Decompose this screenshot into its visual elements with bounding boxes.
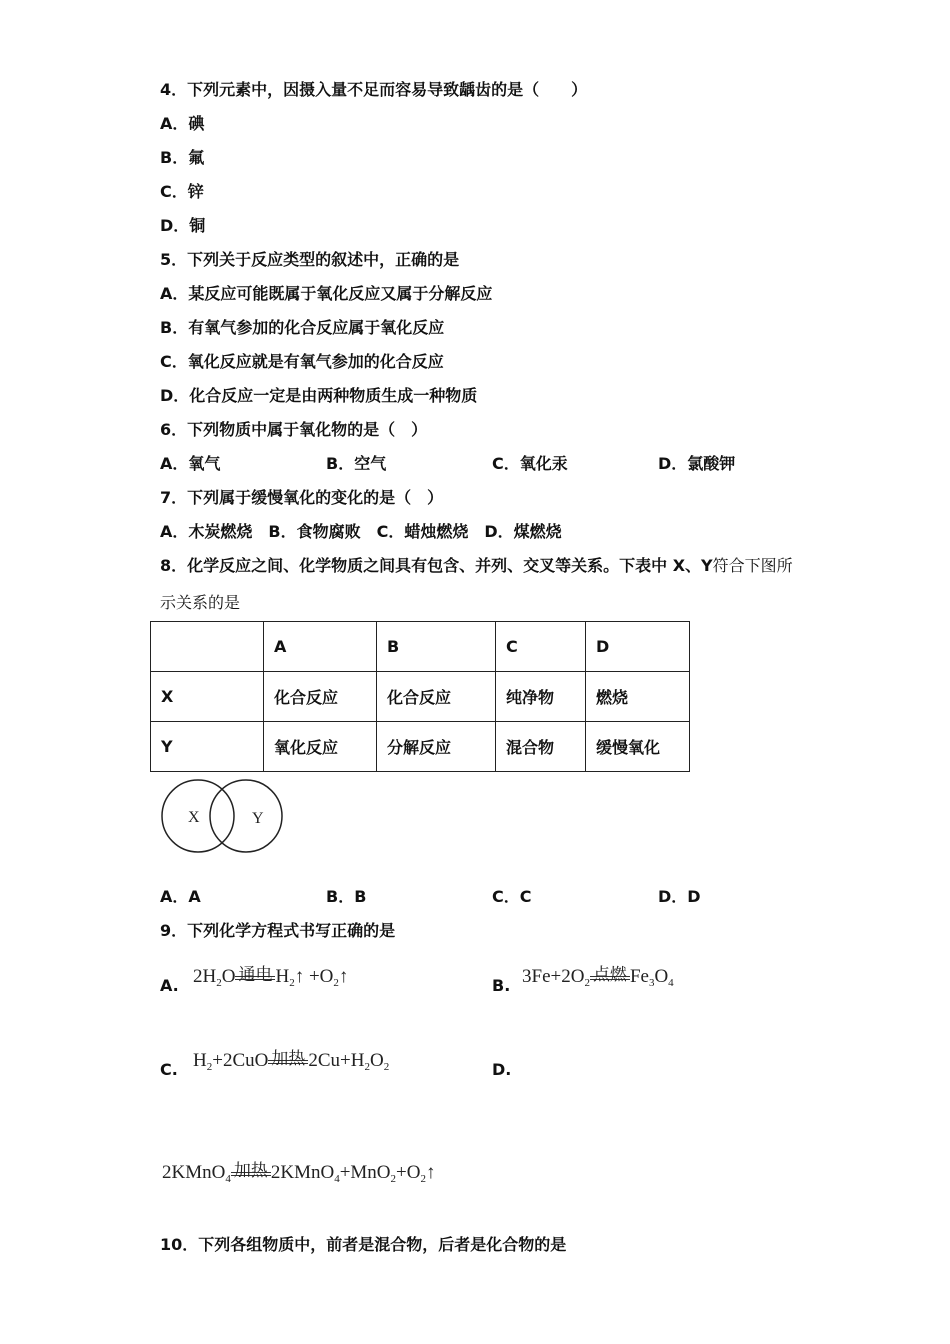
q5-option-a: A．某反应可能既属于氧化反应又属于分解反应 [160, 284, 493, 303]
venn-label-x: X [188, 809, 200, 826]
q8-stem-cont: 示关系的是 [160, 593, 241, 612]
q9-label-d: D. [492, 1060, 512, 1079]
q6-option-c: C．氧化汞 [492, 454, 568, 473]
q8-stem [160, 553, 793, 576]
table-cell: 燃烧 [586, 672, 690, 722]
relation-table [150, 621, 690, 772]
table-cell: B [377, 622, 496, 672]
q7-stem: 7．下列属于缓慢氧化的变化的是（ ） [160, 488, 444, 507]
q8-stem-bold: 8．化学反应之间、化学物质之间具有包含、并列、交叉等关系。下表中 X、Y [160, 556, 713, 575]
equation-c: $H_2+2CuO$ 加热 $2Cu+H_2O_2$ [193, 1049, 390, 1073]
table-cell: C [496, 622, 586, 672]
q9-label-b: B. [492, 976, 511, 995]
q4-option-b: B．氟 [160, 148, 205, 167]
equation-b: $3Fe+2O_2$ 点燃 $Fe_3O_4$ [522, 965, 674, 989]
q4-option-a: A．碘 [160, 114, 205, 133]
venn-label-y: Y [252, 810, 264, 827]
table-cell: D [586, 622, 690, 672]
q6-stem: 6．下列物质中属于氧化物的是（ ） [160, 420, 428, 439]
q8-option-d: D．D [658, 887, 701, 906]
equation-d: 2KMnO$_4$ 加热 $2KMnO_4+MnO_2+O_2↑$ [162, 1161, 436, 1185]
table-cell: A [264, 622, 377, 672]
table-row [151, 622, 690, 672]
table-cell: Y [151, 722, 264, 772]
table-cell: 纯净物 [496, 672, 586, 722]
q10-stem: 10．下列各组物质中，前者是混合物，后者是化合物的是 [160, 1235, 567, 1254]
table-cell: 缓慢氧化 [586, 722, 690, 772]
table-cell: 分解反应 [377, 722, 496, 772]
q6-option-b: B．空气 [326, 454, 387, 473]
q8-option-c: C．C [492, 887, 532, 906]
equation-a: $2H_2O$ 通电 $H_2↑$ $+O_2↑$ [193, 965, 349, 989]
q9-label-a: A. [160, 976, 179, 995]
table-cell: 化合反应 [264, 672, 377, 722]
q8-option-a: A．A [160, 887, 201, 906]
q9-stem: 9．下列化学方程式书写正确的是 [160, 921, 396, 940]
q4-stem: 4．下列元素中，因摄入量不足而容易导致龋齿的是（ ） [160, 80, 588, 99]
q5-option-c: C．氧化反应就是有氧气参加的化合反应 [160, 352, 444, 371]
venn-circle-y [210, 780, 282, 852]
q4-option-d: D．铜 [160, 216, 206, 235]
q7-options: A．木炭燃烧 B．食物腐败 C．蜡烛燃烧 D．煤燃烧 [160, 522, 562, 541]
q4-option-c: C．锌 [160, 182, 204, 201]
q9-label-c: C. [160, 1060, 178, 1079]
q8-stem-normal: 符合下图所 [712, 556, 793, 575]
q6-option-a: A．氧气 [160, 454, 221, 473]
q5-option-d: D．化合反应一定是由两种物质生成一种物质 [160, 386, 478, 405]
table-cell: 化合反应 [377, 672, 496, 722]
table-cell [151, 622, 264, 672]
table-cell: 混合物 [496, 722, 586, 772]
q5-option-b: B．有氧气参加的化合反应属于氧化反应 [160, 318, 445, 337]
q6-option-d: D．氯酸钾 [658, 454, 736, 473]
q8-option-b: B．B [326, 887, 367, 906]
q5-stem: 5．下列关于反应类型的叙述中，正确的是 [160, 250, 460, 269]
table-row [151, 722, 690, 772]
table-row [151, 672, 690, 722]
table-cell: 氧化反应 [264, 722, 377, 772]
venn-diagram [158, 776, 288, 858]
table-cell: X [151, 672, 264, 722]
